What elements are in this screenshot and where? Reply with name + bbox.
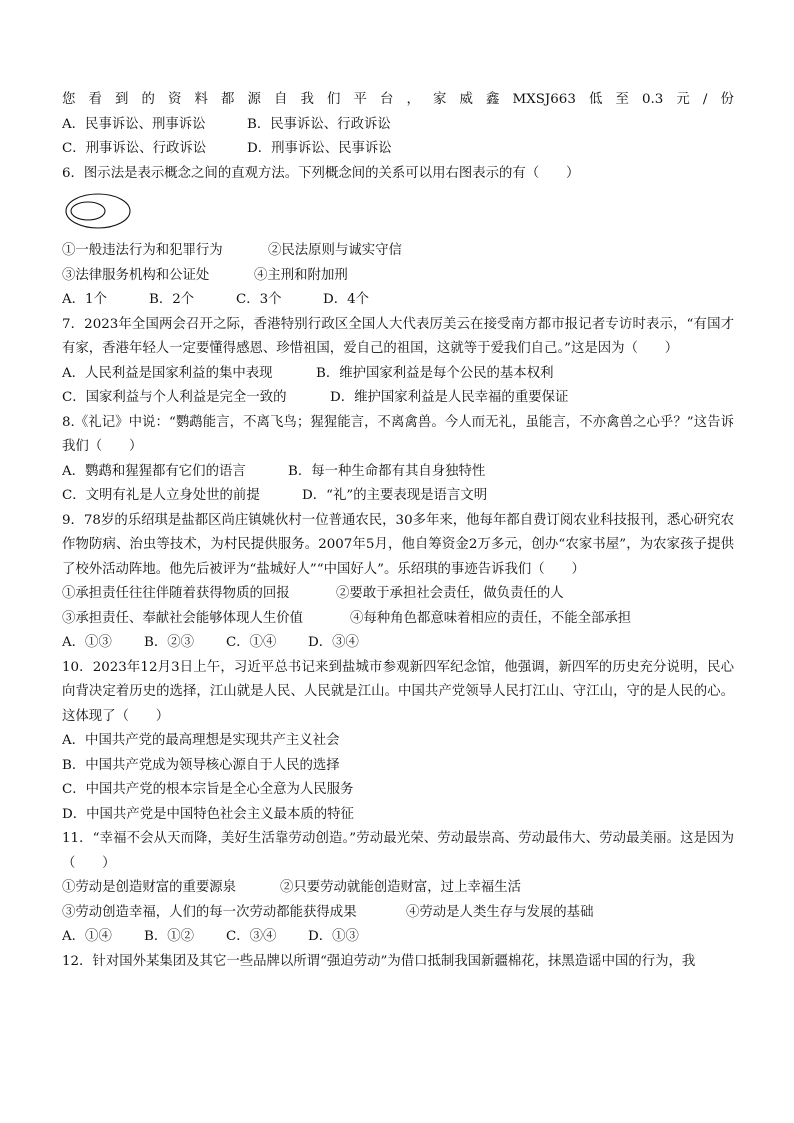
q11-statement-4: ④劳动是人类生存与发展的基础 (406, 904, 594, 920)
header-char: 自 (274, 92, 288, 107)
q6-statements-row1 (62, 239, 734, 264)
q11-statement-2: ②只要劳动就能创造财富，过上幸福生活 (280, 880, 522, 895)
header-char: / (702, 92, 708, 107)
q9-stem: 9．78岁的乐绍琪是盐都区尚庄镇姚伙村一位普通农民，30多年来，他每年都自费订阅农业科技报刊，悉心研究农作物防病、治虫等技术，为村民提供服务。2007年5月，他自筹资金2万多元，创办“农家书屋”，为农家孩子提供了校外活动阵地。他先后被评为“盐城好人”“中国好人”。乐绍琪的事迹告诉我们（ ） (62, 512, 734, 577)
header-char: 资 (168, 92, 182, 107)
header-char: 份 (720, 92, 734, 107)
q5-option-d: D．刑事诉讼、民事诉讼 (247, 141, 392, 156)
q6-statements-row2 (62, 264, 734, 289)
q6-stem: 6．图示法是表示概念之间的直观方法。下列概念间的关系可以用右图表示的有（ ） (62, 165, 580, 181)
q8-options-row1 (62, 460, 734, 485)
q9-statements-row1 (62, 582, 734, 607)
q11-option-c: C．③④ (226, 929, 277, 944)
q6-statement-1: ①一般违法行为和犯罪行为 (62, 243, 223, 258)
q8-option-b: B．每一种生命都有其自身独特性 (288, 463, 486, 479)
promo-header-line (62, 88, 734, 113)
q8-option-c: C．文明有礼是人立身处世的前提 (62, 488, 260, 503)
header-char: 台 (380, 92, 394, 107)
q7-options-row1 (62, 362, 734, 387)
q7-option-c: C．国家利益与个人利益是完全一致的 (62, 390, 287, 405)
q10-option-c: C．中国共产党的根本宗旨是全心全意为人民服务 (62, 782, 354, 797)
q6-option-d: D．4个 (323, 292, 370, 307)
header-char: 家 (433, 92, 447, 107)
q6-statement-2: ②民法原则与诚实守信 (268, 243, 402, 258)
outer-ellipse (66, 194, 130, 228)
header-char: 元 (676, 92, 690, 107)
q8-option-a: A．鹦鹉和猩猩都有它们的语言 (62, 463, 246, 479)
q7-options-row2 (62, 386, 734, 411)
q6-option-b: B．2个 (149, 292, 195, 307)
q10-option-d: D．中国共产党是中国特色社会主义最本质的特征 (62, 806, 354, 822)
q9-statements-row2 (62, 607, 734, 632)
q6-options (62, 288, 734, 313)
q5-option-a: A．民事诉讼、刑事诉讼 (62, 116, 206, 132)
q11-option-d: D．①③ (308, 929, 359, 944)
q9-statement-3: ③承担责任、奉献社会能够体现人生价值 (62, 610, 304, 626)
q9-statement-4: ④每种角色都意味着相应的责任，不能全部承担 (350, 610, 632, 626)
header-price: 0.3 (641, 92, 664, 107)
q11-statements-row2 (62, 901, 734, 926)
q5-option-b: B．民事诉讼、行政诉讼 (247, 116, 391, 132)
header-code: MXSJ663 (512, 92, 576, 107)
header-char: ， (406, 92, 420, 107)
q7-option-d: D．维护国家利益是人民幸福的重要保证 (330, 390, 569, 405)
header-char: 鑫 (486, 92, 500, 107)
q5-option-c: C．刑事诉讼、行政诉讼 (62, 141, 207, 156)
q6-option-a: A．1个 (62, 292, 107, 307)
header-char: 我 (300, 92, 314, 107)
q7-option-b: B．维护国家利益是每个公民的基本权利 (316, 365, 554, 381)
q10-stem: 10．2023年12月3日上午，习近平总书记来到盐城市参观新四军纪念馆，他强调，新四军的历史充分说明，民心向背决定着历史的选择，江山就是人民、人民就是江山。中国共产党领导人民打江山、守江山，守的是人民的心。这体现了（ ） (62, 659, 734, 724)
q12-stem: 12．针对国外某集团及其它一些品牌以所谓“强迫劳动”为借口抵制我国新疆棉花，抹黑造谣中国的行为，我 (62, 953, 696, 969)
q11-statement-3: ③劳动创造幸福，人们的每一次劳动都能获得成果 (62, 904, 357, 920)
q5-options-row2 (62, 137, 734, 162)
q6-figure (62, 186, 734, 239)
header-char: 看 (88, 92, 102, 107)
q10-option-a: A．中国共产党的最高理想是实现共产主义社会 (62, 733, 340, 748)
header-char: 威 (459, 92, 473, 107)
q11-statements-row1 (62, 876, 734, 901)
q11-statement-1: ①劳动是创造财富的重要源泉 (62, 880, 237, 895)
q9-options (62, 631, 734, 656)
header-char: 都 (221, 92, 235, 107)
header-char: 源 (247, 92, 261, 107)
q9-statement-1: ①承担责任往往伴随着获得物质的回报 (62, 586, 290, 601)
q9-option-d: D．③④ (308, 635, 359, 650)
q11-option-a: A．①④ (62, 929, 112, 944)
q8-stem: 8.《礼记》中说：“鹦鹉能言，不离飞鸟；猩猩能言，不离禽兽。今人而无礼，虽能言，不亦禽兽之心乎？”这告诉我们（ ） (62, 414, 734, 454)
header-char: 至 (615, 92, 629, 107)
header-char: 低 (588, 92, 603, 107)
q9-option-b: B．②③ (144, 635, 195, 650)
q10-option-b: B．中国共产党成为领导核心源自于人民的选择 (62, 757, 340, 773)
q8-options-row2 (62, 484, 734, 509)
header-char: 料 (194, 92, 208, 107)
nested-ellipses-diagram (64, 191, 144, 233)
q11-stem: 11．“幸福不会从天而降，美好生活靠劳动创造。”劳动最光荣、劳动最崇高、劳动最伟大、劳动最美丽。这是因为（ ） (62, 831, 734, 871)
q6-option-c: C．3个 (236, 292, 282, 307)
q6-statement-3: ③法律服务机构和公证处 (62, 267, 210, 283)
q7-option-a: A．人民利益是国家利益的集中表现 (62, 365, 273, 381)
q8-option-d: D．“礼”的主要表现是语言文明 (302, 488, 488, 503)
q11-options (62, 925, 734, 950)
header-char: 的 (141, 92, 155, 107)
exam-page (62, 88, 734, 974)
q11-option-b: B．①② (144, 929, 195, 944)
inner-ellipse (71, 202, 105, 220)
q9-option-c: C．①④ (226, 635, 277, 650)
q9-statement-2: ②要敢于承担社会责任，做负责任的人 (336, 586, 564, 601)
header-char: 您 (62, 92, 76, 107)
header-char: 到 (115, 92, 129, 107)
q5-options-row1 (62, 113, 734, 138)
q6-statement-4: ④主刑和附加刑 (254, 267, 348, 283)
header-char: 们 (327, 92, 341, 107)
q9-option-a: A．①③ (62, 635, 112, 650)
header-char: 平 (353, 92, 367, 107)
q7-stem: 7．2023年全国两会召开之际，香港特别行政区全国人大代表厉美云在接受南方都市报记者专访时表示，“有国才有家，香港年轻人一定要懂得感恩、珍惜祖国，爱自己的祖国，这就等于爱我们自己。”这是因为（ ） (62, 316, 734, 356)
